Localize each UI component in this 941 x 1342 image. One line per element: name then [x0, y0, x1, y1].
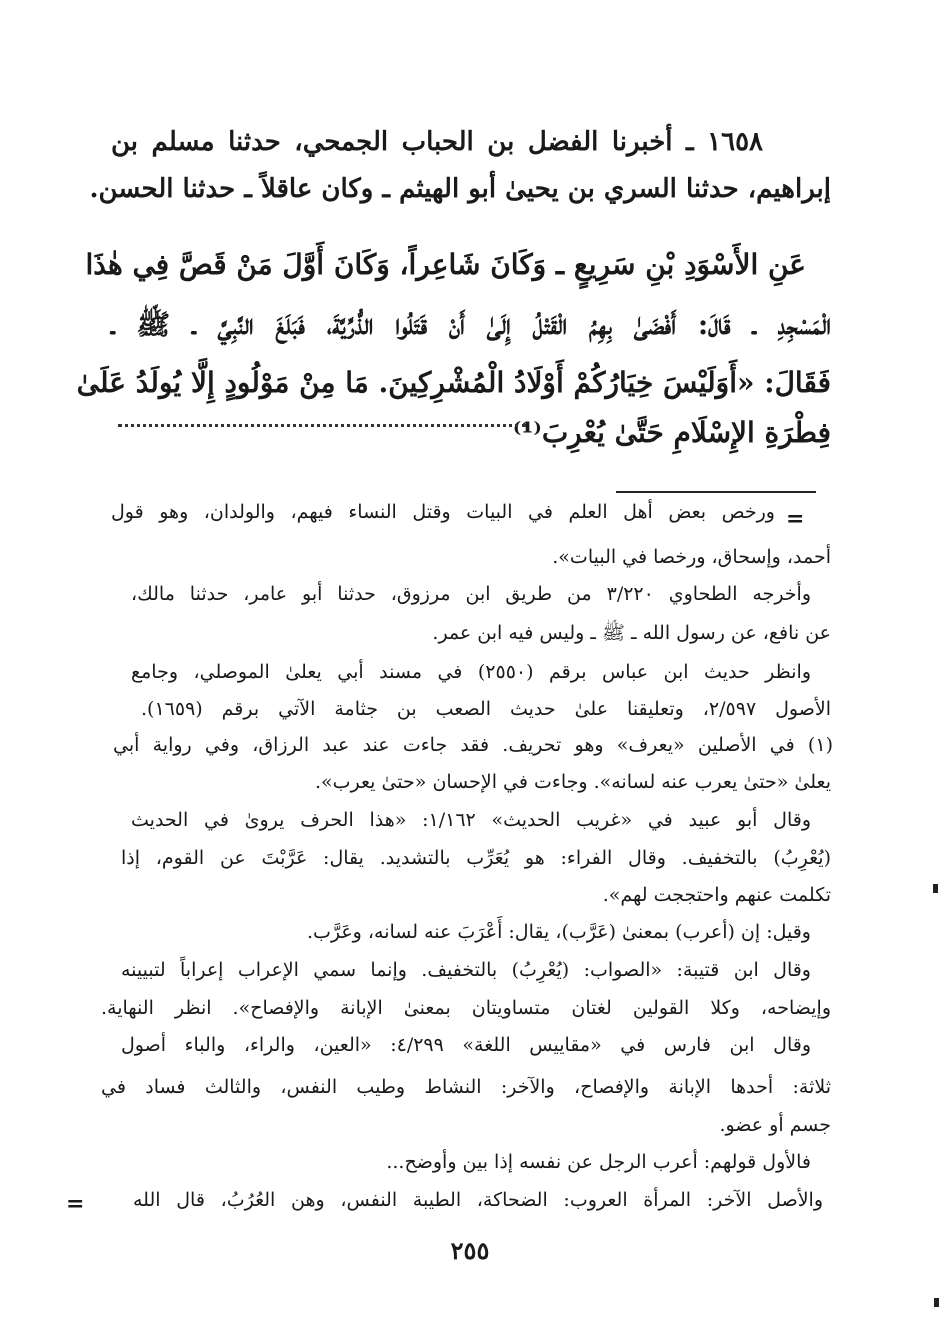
- hadith-isnad-line-2: إبراهيم، حدثنا السري بن يحيىٰ أبو الهيثم ـ وكان عاقلاً ـ حدثنا الحسن.: [89, 174, 831, 204]
- footnote-line: جسم أو عضو.: [719, 1114, 831, 1136]
- footnote-line: وأخرجه الطحاوي ٣/٢٢٠ من طريق ابن مرزوق، حدثنا أبو عامر، حدثنا مالك،: [131, 583, 811, 605]
- footnote-separator: [616, 491, 816, 493]
- continuation-mark-bottom: =: [66, 1191, 85, 1217]
- footnote-line: تكلمت عنهم واحتججت لهم».: [602, 884, 831, 906]
- hadith-isnad-line-1: ١٦٥٨ ـ أخبرنا الفضل بن الحباب الجمحي، حدثنا مسلم بن: [111, 127, 763, 157]
- dotted-leader: [118, 424, 526, 427]
- footnote-line: وقال ابن قتيبة: «الصواب: (يُعْرِبُ) بالتخفيف. وإنما سمي الإعراب إعراباً لتبيينه: [121, 959, 811, 981]
- scan-speck: [934, 1298, 939, 1307]
- hadith-text-line-3: فَقَالَ: «أَوَلَيْسَ خِيَارُكُمْ أَوْلَادُ الْمُشْرِكِينَ. مَا مِنْ مَوْلُودٍ إِلَّا يُولَدُ عَلَىٰ: [76, 366, 831, 399]
- hadith-text-line-4: فِطْرَةِ الإِسْلَامِ حَتَّىٰ يُعْرِبَ⁽¹⁾: [512, 416, 831, 449]
- footnote-line: والأصل الآخر: المرأة العروب: الضحاكة، الطيبة النفس، وهن العُرُبُ، قال الله: [133, 1189, 823, 1211]
- footnote-line: ورخص بعض أهل العلم في البيات وقتل النساء فيهم، والولدان، وهو قول: [111, 501, 775, 523]
- footnote-line: عن نافع، عن رسول الله ـ ﷺ ـ وليس فيه ابن عمر.: [432, 622, 831, 644]
- footnote-line: (يُعْرِبُ) بالتخفيف. وقال الفراء: هو يُعَرِّب بالتشديد. يقال: عَرَّبْتَ عن القوم، إذا: [121, 847, 831, 869]
- hadith-text-line-2: الْمَسْجِدِ ـ قَالَ: أَفْضَىٰ بِهِمُ الْقَتْلُ إِلَىٰ أَنْ قَتَلُوا الذُّرِّيَّةَ، فَبَلَغَ النَّبِيَّ ـ ﷺ ـ: [111, 308, 831, 341]
- scan-speck: [933, 884, 938, 893]
- footnote-line: وانظر حديث ابن عباس برقم (٢٥٥٠) في مسند أبي يعلىٰ الموصلي، وجامع: [131, 661, 811, 683]
- footnote-line: وقال أبو عبيد في «غريب الحديث» ١/١٦٢: «هذا الحرف يروىٰ في الحديث: [131, 809, 811, 831]
- footnote-line: وقيل: إن (أعرب) بمعنىٰ (عَرَّب)، يقال: أَعْرَبَ عنه لسانه، وعَرَّب.: [306, 921, 811, 943]
- footnote-line: ثلاثة: أحدها الإبانة والإفصاح، والآخر: النشاط وطيب النفس، والثالث فساد في: [101, 1076, 831, 1098]
- continuation-mark-top: =: [786, 506, 805, 532]
- footnote-line: يعلىٰ «حتىٰ يعرب عنه لسانه». وجاءت في الإحسان «حتىٰ يعرب».: [314, 771, 831, 793]
- footnote-line: فالأول قولهم: أعرب الرجل عن نفسه إذا بين وأوضح...: [386, 1151, 811, 1173]
- footnote-line: وإيضاحه، وكلا القولين لغتان متساويتان بمعنىٰ الإبانة والإفصاح». انظر النهاية.: [101, 997, 831, 1019]
- hadith-text-line-1: عَنِ الأَسْوَدِ بْنِ سَرِيعٍ ـ وَكَانَ شَاعِراً، وَكَانَ أَوَّلَ مَنْ قَصَّ فِي هٰذَا: [85, 248, 806, 281]
- footnote-line: أحمد، وإسحاق، ورخصا في البيات».: [552, 546, 831, 568]
- footnote-1-line: (١) في الأصلين «يعرف» وهو تحريف. فقد جاءت عند عبد الرزاق، وفي رواية أبي: [113, 734, 833, 756]
- footnote-line: الأصول ٢/٥٩٧، وتعليقنا علىٰ حديث الصعب بن جثامة الآتي برقم (١٦٥٩).: [141, 698, 831, 720]
- footnote-line: وقال ابن فارس في «مقاييس اللغة» ٤/٢٩٩: «العين، والراء، والباء أصول: [121, 1034, 811, 1056]
- page-number: ٢٥٥: [450, 1236, 490, 1265]
